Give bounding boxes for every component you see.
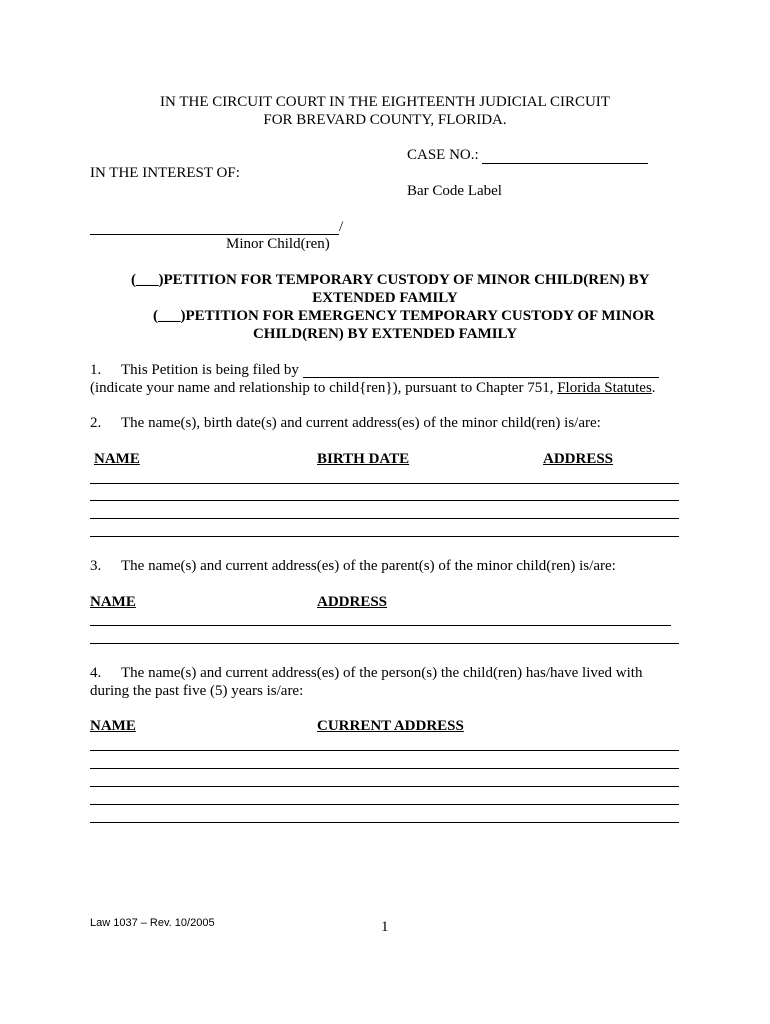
item2-entry-line[interactable]: [90, 483, 679, 484]
item3-number: 3.: [90, 558, 102, 574]
item3-col-address: ADDRESS: [317, 594, 388, 610]
minor-child-slash: /: [339, 219, 344, 235]
item1-line2-text: (indicate your name and relationship to child{ren}), pursuant to Chapter 751,: [90, 380, 558, 396]
item4-entry-line[interactable]: [90, 786, 679, 787]
item2-entry-line[interactable]: [90, 536, 679, 537]
filed-by-field[interactable]: [303, 377, 659, 378]
item3-text: The name(s) and current address(es) of the parent(s) of the minor child(ren) is/are:: [121, 558, 616, 574]
barcode-label: Bar Code Label: [407, 183, 502, 199]
court-header-line1: IN THE CIRCUIT COURT IN THE EIGHTEENTH JUDICIAL CIRCUIT: [160, 94, 610, 110]
item4-text-line2: during the past five (5) years is/are:: [90, 683, 304, 699]
item4-col-name: NAME: [90, 718, 136, 734]
item2-number: 2.: [90, 415, 102, 431]
item3-entry-line[interactable]: [90, 643, 679, 644]
petition-title-line1: (___)PETITION FOR TEMPORARY CUSTODY OF MINOR CHILD(REN) BY: [131, 272, 650, 288]
item1-number: 1.: [90, 362, 102, 378]
item2-entry-line[interactable]: [90, 500, 679, 501]
minor-child-field[interactable]: [90, 234, 339, 235]
item4-entry-line[interactable]: [90, 768, 679, 769]
item2-col-address: ADDRESS: [543, 451, 614, 467]
petition-title-line3: (___)PETITION FOR EMERGENCY TEMPORARY CUSTODY OF MINOR: [153, 308, 655, 324]
item3-col-name: NAME: [90, 594, 136, 610]
item2-text: The name(s), birth date(s) and current address(es) of the minor child(ren) is/are:: [121, 415, 601, 431]
item1-text: This Petition is being filed by: [121, 362, 299, 378]
item4-entry-line[interactable]: [90, 822, 679, 823]
case-number-label: CASE NO.:: [407, 147, 479, 163]
item3-entry-line[interactable]: [90, 625, 671, 626]
item4-entry-line[interactable]: [90, 804, 679, 805]
item2-col-name: NAME: [94, 451, 140, 467]
item2-entry-line[interactable]: [90, 518, 679, 519]
item1-period: .: [651, 380, 656, 396]
court-header-line2: FOR BREVARD COUNTY, FLORIDA.: [263, 112, 507, 128]
item1-line2: [90, 380, 656, 397]
interest-label: IN THE INTEREST OF:: [90, 165, 240, 181]
petition-title-line4: CHILD(REN) BY EXTENDED FAMILY: [252, 326, 518, 342]
item4-entry-line[interactable]: [90, 750, 679, 751]
case-number-field[interactable]: [482, 163, 648, 164]
item4-col-current-address: CURRENT ADDRESS: [317, 718, 464, 734]
minor-child-label: Minor Child(ren): [226, 236, 330, 252]
item2-col-birth-date: BIRTH DATE: [317, 451, 410, 467]
form-revision: Law 1037 – Rev. 10/2005: [90, 917, 215, 929]
item4-text-line1: The name(s) and current address(es) of the person(s) the child(ren) has/have lived with: [121, 665, 643, 681]
petition-title-line2: EXTENDED FAMILY: [312, 290, 458, 306]
florida-statutes-link: Florida Statutes: [557, 380, 652, 396]
item4-number: 4.: [90, 665, 102, 681]
page-number: 1: [381, 919, 389, 935]
